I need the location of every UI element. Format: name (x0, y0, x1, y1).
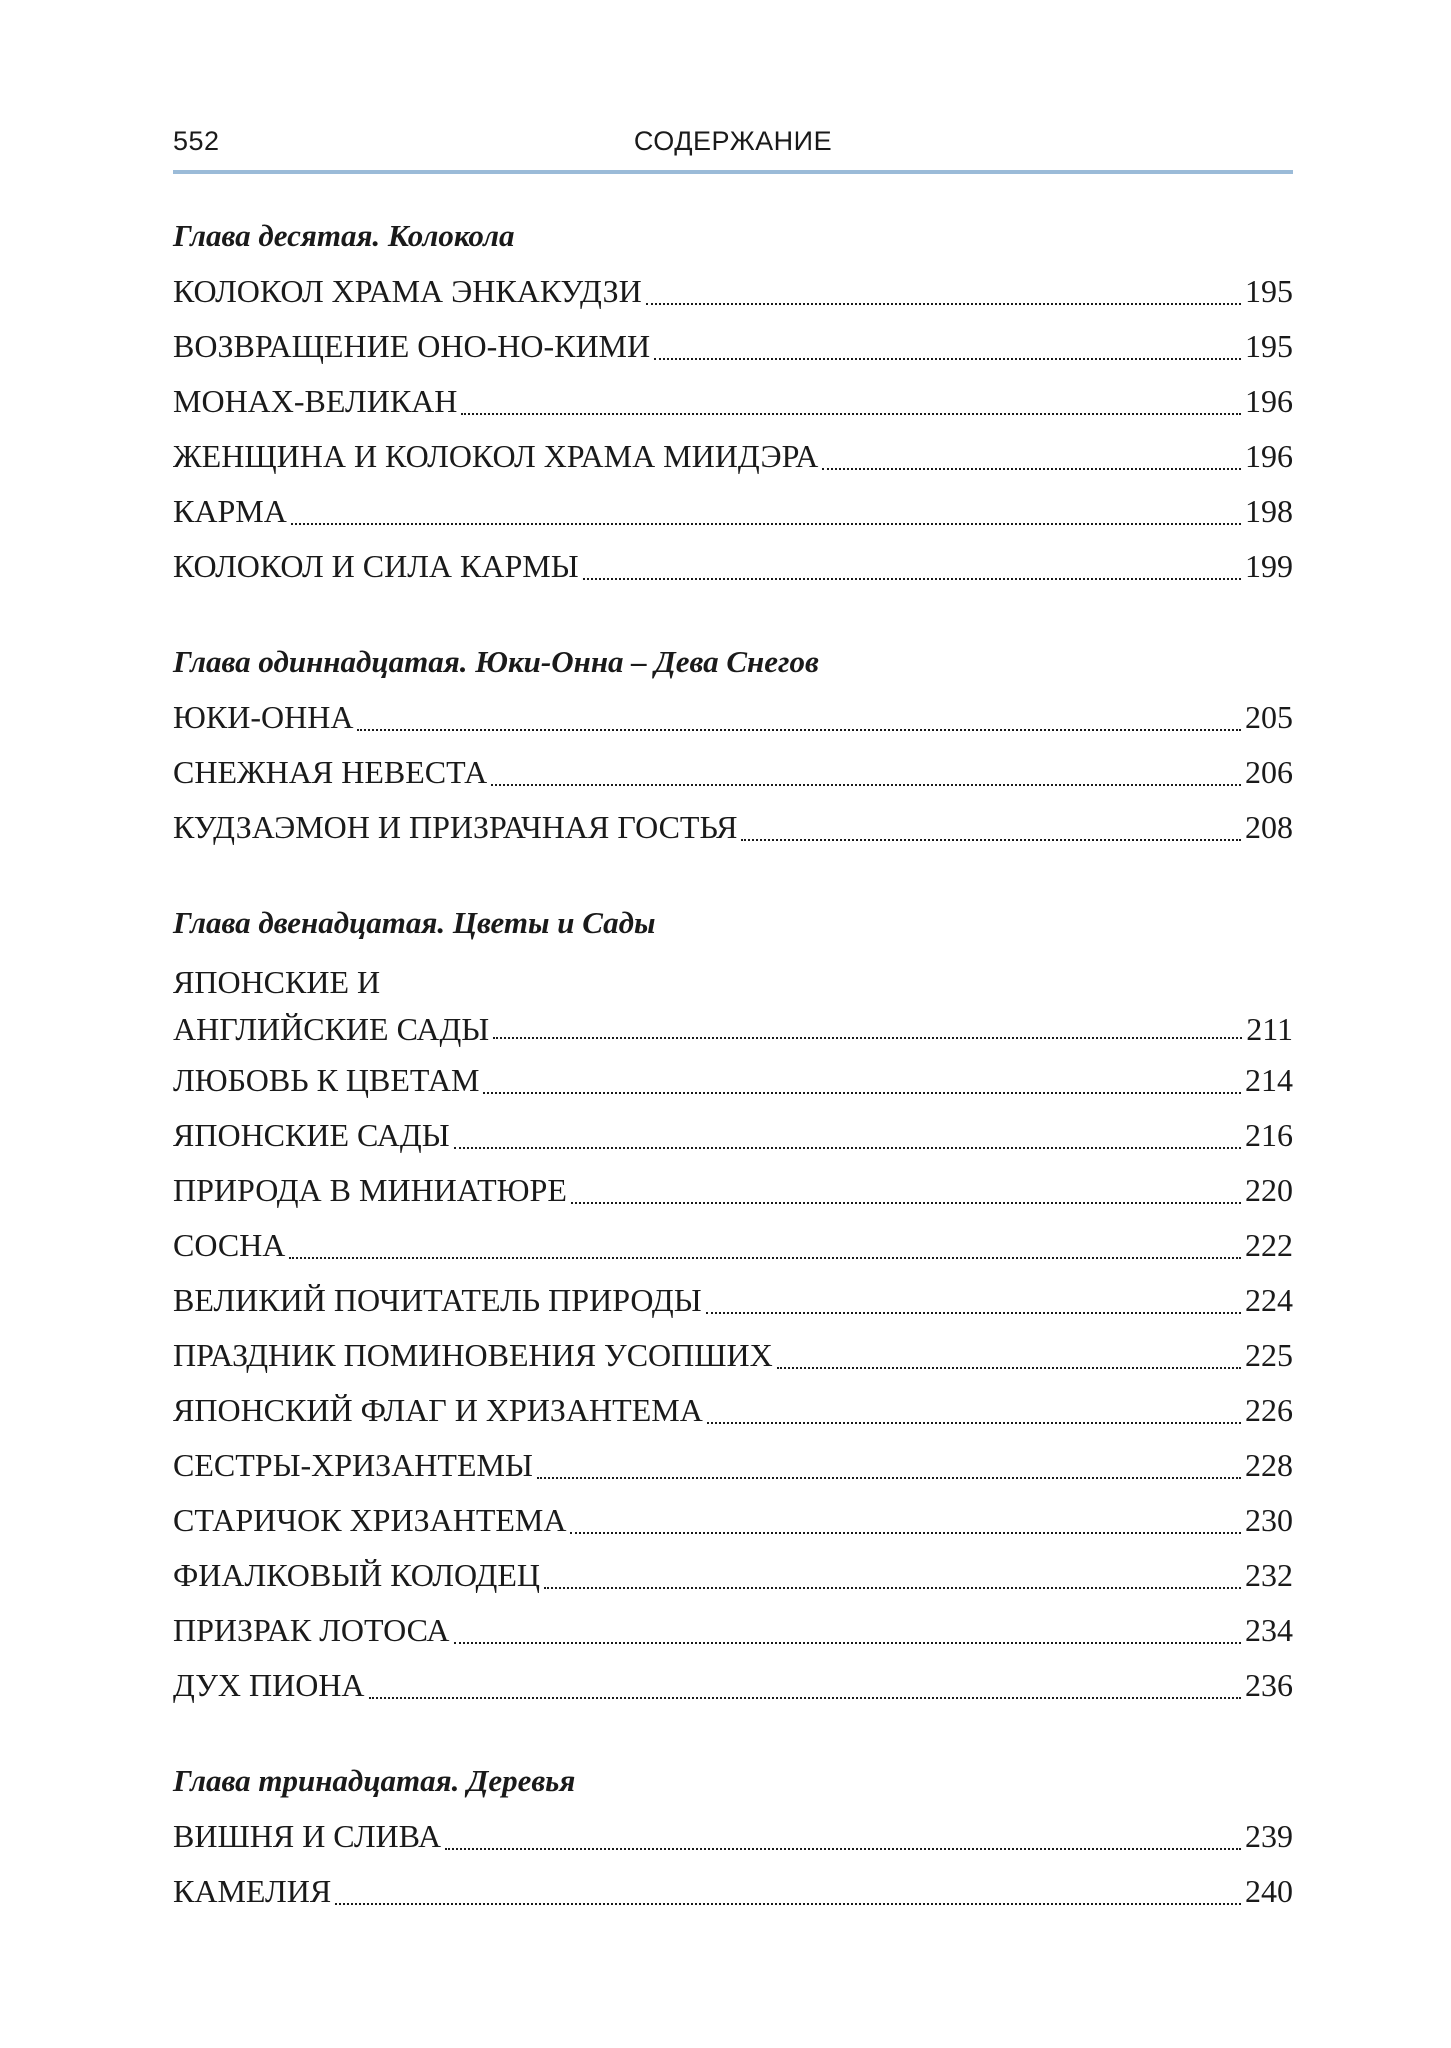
dot-leader (646, 303, 1241, 305)
dot-leader (483, 1092, 1241, 1094)
toc-entry-page: 239 (1245, 1818, 1293, 1854)
toc-entry-page: 196 (1245, 438, 1293, 474)
toc-entry-title: ПРАЗДНИК ПОМИНОВЕНИЯ УСОПШИХ (173, 1337, 773, 1373)
dot-leader (357, 729, 1241, 731)
toc-entry[interactable] (173, 800, 1293, 855)
dot-leader (707, 1422, 1241, 1424)
toc-entry-title: СНЕЖНАЯ НЕВЕСТА (173, 754, 488, 790)
toc-entry-title: ВИШНЯ И СЛИВА (173, 1818, 442, 1854)
dot-leader (335, 1903, 1241, 1905)
toc-entry-title: ЯПОНСКИЕ И АНГЛИЙСКИЕ САДЫ (173, 964, 490, 1047)
chapter-section (173, 208, 1293, 594)
toc-entry[interactable] (173, 1273, 1293, 1328)
dot-leader (445, 1848, 1241, 1850)
dot-leader (537, 1477, 1241, 1479)
toc-entry-title: КОЛОКОЛ ХРАМА ЭНКАКУДЗИ (173, 273, 642, 309)
toc-page (173, 118, 1293, 1919)
toc-entry[interactable] (173, 1438, 1293, 1493)
toc-entry-title: КУДЗАЭМОН И ПРИЗРАЧНАЯ ГОСТЬЯ (173, 809, 738, 845)
header-divider (173, 170, 1293, 174)
dot-leader (583, 578, 1241, 580)
toc-entry-page: 216 (1245, 1117, 1293, 1153)
toc-entry-title: ДУХ ПИОНА (173, 1667, 365, 1703)
toc-entry[interactable] (173, 1548, 1293, 1603)
toc-entry-page: 225 (1245, 1337, 1293, 1373)
dot-leader (741, 839, 1241, 841)
toc-entry-title: ПРИРОДА В МИНИАТЮРЕ (173, 1172, 567, 1208)
toc-entry-title: ВОЗВРАЩЕНИЕ ОНО-НО-КИМИ (173, 328, 651, 364)
dot-leader (454, 1642, 1242, 1644)
dot-leader (544, 1587, 1241, 1589)
toc-entry-title: КАРМА (173, 493, 287, 529)
toc-entry-title: ВЕЛИКИЙ ПОЧИТАТЕЛЬ ПРИРОДЫ (173, 1282, 702, 1318)
toc-entry-page: 240 (1245, 1873, 1293, 1909)
toc-entry[interactable] (173, 1603, 1293, 1658)
toc-entry[interactable] (173, 1864, 1293, 1919)
chapter-title: Глава десятая. Колокола (173, 218, 515, 253)
dot-leader (454, 1147, 1241, 1149)
toc-entry-page: 199 (1245, 548, 1293, 584)
toc-entry-page: 195 (1245, 273, 1293, 309)
dot-leader (493, 1037, 1242, 1039)
toc-entry-page: 220 (1245, 1172, 1293, 1208)
toc-entry-title: ЯПОНСКИЕ САДЫ (173, 1117, 450, 1153)
toc-entry-title: КОЛОКОЛ И СИЛА КАРМЫ (173, 548, 579, 584)
dot-leader (822, 468, 1241, 470)
toc-entry-title: СОСНА (173, 1227, 286, 1263)
dot-leader (777, 1367, 1241, 1369)
toc-entry-page: 230 (1245, 1502, 1293, 1538)
toc-entry[interactable] (173, 1218, 1293, 1273)
toc-entry-page: 234 (1245, 1612, 1293, 1648)
dot-leader (369, 1697, 1241, 1699)
toc-entry-page: 211 (1246, 1011, 1293, 1047)
chapter-title: Глава двенадцатая. Цветы и Сады (173, 905, 656, 940)
toc-entry-title: ЯПОНСКИЙ ФЛАГ И ХРИЗАНТЕМА (173, 1392, 703, 1428)
chapter-section (173, 634, 1293, 855)
toc-entry[interactable] (173, 1383, 1293, 1438)
dot-leader (571, 1202, 1241, 1204)
toc-entry[interactable] (173, 1108, 1293, 1163)
page-number: 552 (173, 126, 220, 156)
running-head (173, 118, 1293, 164)
toc-entry-page: 226 (1245, 1392, 1293, 1428)
toc-entry[interactable] (173, 690, 1293, 745)
dot-leader (706, 1312, 1241, 1314)
chapter-section (173, 895, 1293, 1713)
toc-entry[interactable] (173, 745, 1293, 800)
toc-entry[interactable] (173, 1328, 1293, 1383)
toc-entry-page: 222 (1245, 1227, 1293, 1263)
chapter-section (173, 1753, 1293, 1919)
chapter-title: Глава одиннадцатая. Юки-Онна – Дева Снегов (173, 644, 819, 679)
toc-entry[interactable] (173, 1163, 1293, 1218)
toc-entry-page: 228 (1245, 1447, 1293, 1483)
toc-entry[interactable] (173, 1658, 1293, 1713)
page-title: СОДЕРЖАНИЕ (633, 126, 833, 156)
dot-leader (461, 413, 1241, 415)
toc-entry-title: ПРИЗРАК ЛОТОСА (173, 1612, 450, 1648)
dot-leader (491, 784, 1241, 786)
dot-leader (570, 1532, 1241, 1534)
toc-entry-title: КАМЕЛИЯ (173, 1873, 332, 1909)
toc-entry[interactable] (173, 1809, 1293, 1864)
toc-entry-title: ЮКИ-ОННА (173, 699, 354, 735)
toc-entry-title: ЛЮБОВЬ К ЦВЕТАМ (173, 1062, 480, 1098)
toc-entry[interactable] (173, 429, 1293, 484)
toc-entry-page: 224 (1245, 1282, 1293, 1318)
toc-entry[interactable] (173, 951, 1293, 1053)
toc-entry-title: МОНАХ-ВЕЛИКАН (173, 383, 458, 419)
toc-entry-page: 195 (1245, 328, 1293, 364)
toc-entry[interactable] (173, 1053, 1293, 1108)
toc-entry-page: 236 (1245, 1667, 1293, 1703)
toc-entry[interactable] (173, 1493, 1293, 1548)
toc-entry-page: 198 (1245, 493, 1293, 529)
dot-leader (291, 523, 1241, 525)
toc-entry-page: 208 (1245, 809, 1293, 845)
toc-entry-page: 206 (1245, 754, 1293, 790)
toc-entry-title: ФИАЛКОВЫЙ КОЛОДЕЦ (173, 1557, 540, 1593)
toc-entry-title: СЕСТРЫ-ХРИЗАНТЕМЫ (173, 1447, 533, 1483)
toc-entry-page: 205 (1245, 699, 1293, 735)
toc-entry[interactable] (173, 319, 1293, 374)
toc-entry[interactable] (173, 484, 1293, 539)
toc-entry[interactable] (173, 374, 1293, 429)
toc-entry-page: 232 (1245, 1557, 1293, 1593)
table-of-contents (173, 208, 1293, 1919)
dot-leader (289, 1257, 1241, 1259)
toc-entry[interactable] (173, 539, 1293, 594)
dot-leader (654, 358, 1241, 360)
toc-entry-title: СТАРИЧОК ХРИЗАНТЕМА (173, 1502, 567, 1538)
toc-entry-title: ЖЕНЩИНА И КОЛОКОЛ ХРАМА МИИДЭРА (173, 438, 819, 474)
toc-entry-page: 196 (1245, 383, 1293, 419)
toc-entry[interactable] (173, 264, 1293, 319)
toc-entry-page: 214 (1245, 1062, 1293, 1098)
chapter-title: Глава тринадцатая. Деревья (173, 1763, 576, 1798)
